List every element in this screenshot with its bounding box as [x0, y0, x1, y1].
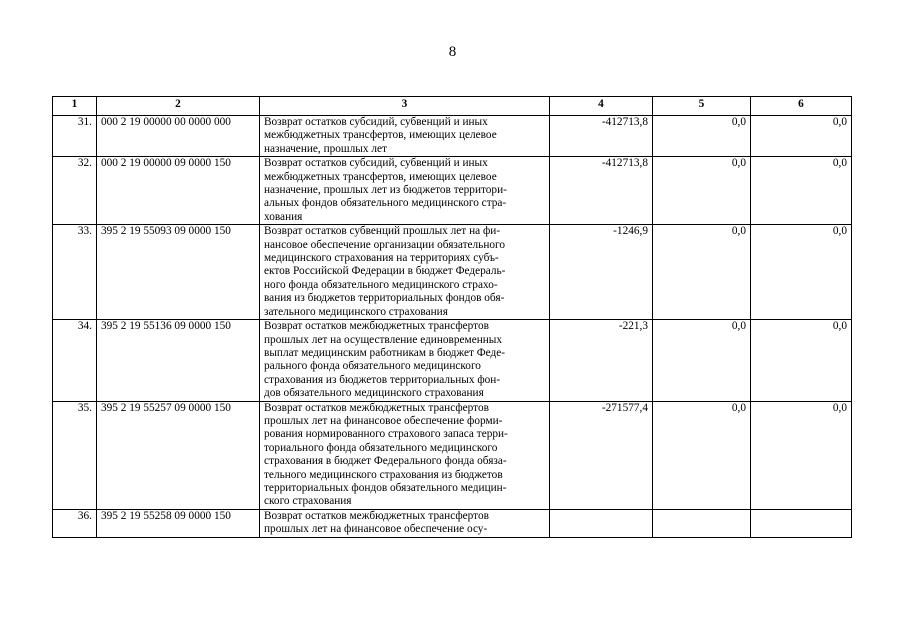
value-col-5: 0,0 [653, 157, 751, 225]
description-line: Возврат остатков субвенций прошлых лет на фи- [264, 225, 501, 238]
header-col-5: 5 [653, 97, 751, 116]
description-line: рального фонда обязательного медицинского [264, 360, 481, 373]
header-col-3: 3 [260, 97, 550, 116]
description-line: Возврат остатков субсидий, субвенций и иных [264, 157, 488, 170]
value-col-5: 0,0 [653, 320, 751, 401]
value-col-6: 0,0 [751, 225, 852, 320]
description-line: межбюджетных трансфертов, имеющих целевое [264, 170, 497, 183]
row-description [260, 225, 550, 320]
value-col-5: 0,0 [653, 225, 751, 320]
value-col-5: 0,0 [653, 116, 751, 157]
table-row [53, 157, 852, 225]
table-row [53, 401, 852, 509]
description-line: вания из бюджетов территориальных фондов обя- [264, 292, 505, 305]
value-col-6: 0,0 [751, 116, 852, 157]
row-number: 33. [53, 225, 97, 320]
budget-code: 395 2 19 55257 09 0000 150 [97, 401, 260, 509]
description-line: ного фонда обязательного медицинского страхо- [264, 278, 498, 291]
description-line: хования [264, 210, 303, 223]
header-col-4: 4 [550, 97, 653, 116]
budget-code: 395 2 19 55093 09 0000 150 [97, 225, 260, 320]
budget-code: 000 2 19 00000 09 0000 150 [97, 157, 260, 225]
description-line: Возврат остатков межбюджетных трансфертов [264, 509, 489, 522]
header-col-6: 6 [751, 97, 852, 116]
value-col-4: -412713,8 [550, 116, 653, 157]
description-line: прошлых лет на осуществление единовременных [264, 333, 503, 346]
value-col-4: -1246,9 [550, 225, 653, 320]
table-row [53, 225, 852, 320]
row-description [260, 509, 550, 537]
value-col-4: -221,3 [550, 320, 653, 401]
description-line: межбюджетных трансфертов, имеющих целевое [264, 129, 497, 142]
page-number: 8 [448, 44, 457, 60]
value-col-5 [653, 509, 751, 537]
row-number: 35. [53, 401, 97, 509]
value-col-6: 0,0 [751, 320, 852, 401]
budget-code: 000 2 19 00000 00 0000 000 [97, 116, 260, 157]
description-line: нансовое обеспечение организации обязательного [264, 238, 506, 251]
description-line: зательного медицинского страхования [264, 305, 448, 318]
description-line: ского страхования [264, 495, 352, 508]
description-line: тельного медицинского страхования из бюджетов [264, 468, 503, 481]
table-row [53, 320, 852, 401]
description-line: прошлых лет на финансовое обеспечение осу- [264, 523, 488, 536]
value-col-4: -271577,4 [550, 401, 653, 509]
row-number: 34. [53, 320, 97, 401]
table-header-row [53, 97, 852, 116]
description-line: выплат медицинским работникам в бюджет Феде- [264, 346, 506, 359]
table-row [53, 116, 852, 157]
description-line: альных фондов обязательного медицинского стра- [264, 197, 507, 210]
row-description [260, 401, 550, 509]
description-line: дов обязательного медицинского страхования [264, 387, 484, 400]
description-line: Возврат остатков межбюджетных трансфертов [264, 401, 489, 414]
header-col-1: 1 [53, 97, 97, 116]
description-line: Возврат остатков межбюджетных трансфертов [264, 320, 489, 333]
value-col-5: 0,0 [653, 401, 751, 509]
row-description [260, 116, 550, 157]
description-line: рования нормированного страхового запаса терри- [264, 428, 508, 441]
row-number: 36. [53, 509, 97, 537]
description-line: ектов Российской Федерации в бюджет Федераль- [264, 265, 506, 278]
table-row [53, 509, 852, 537]
budget-code: 395 2 19 55258 09 0000 150 [97, 509, 260, 537]
header-col-2: 2 [97, 97, 260, 116]
description-line: ториального фонда обязательного медицинского [264, 441, 498, 454]
row-description [260, 320, 550, 401]
row-number: 32. [53, 157, 97, 225]
value-col-6: 0,0 [751, 401, 852, 509]
value-col-6: 0,0 [751, 157, 852, 225]
value-col-4 [550, 509, 653, 537]
value-col-6 [751, 509, 852, 537]
row-description [260, 157, 550, 225]
description-line: Возврат остатков субсидий, субвенций и иных [264, 116, 488, 128]
table-body [53, 116, 852, 538]
budget-code: 395 2 19 55136 09 0000 150 [97, 320, 260, 401]
description-line: назначение, прошлых лет из бюджетов территори- [264, 184, 507, 197]
description-line: территориальных фондов обязательного медицин- [264, 481, 507, 494]
row-number: 31. [53, 116, 97, 157]
description-line: назначение, прошлых лет [264, 142, 387, 155]
description-line: прошлых лет на финансовое обеспечение форми- [264, 414, 503, 427]
description-line: медицинского страхования на территориях субъ- [264, 252, 499, 265]
value-col-4: -412713,8 [550, 157, 653, 225]
budget-table [52, 96, 852, 538]
description-line: страхования в бюджет Федерального фонда обяза- [264, 455, 507, 468]
description-line: страхования из бюджетов территориальных фон- [264, 373, 501, 386]
